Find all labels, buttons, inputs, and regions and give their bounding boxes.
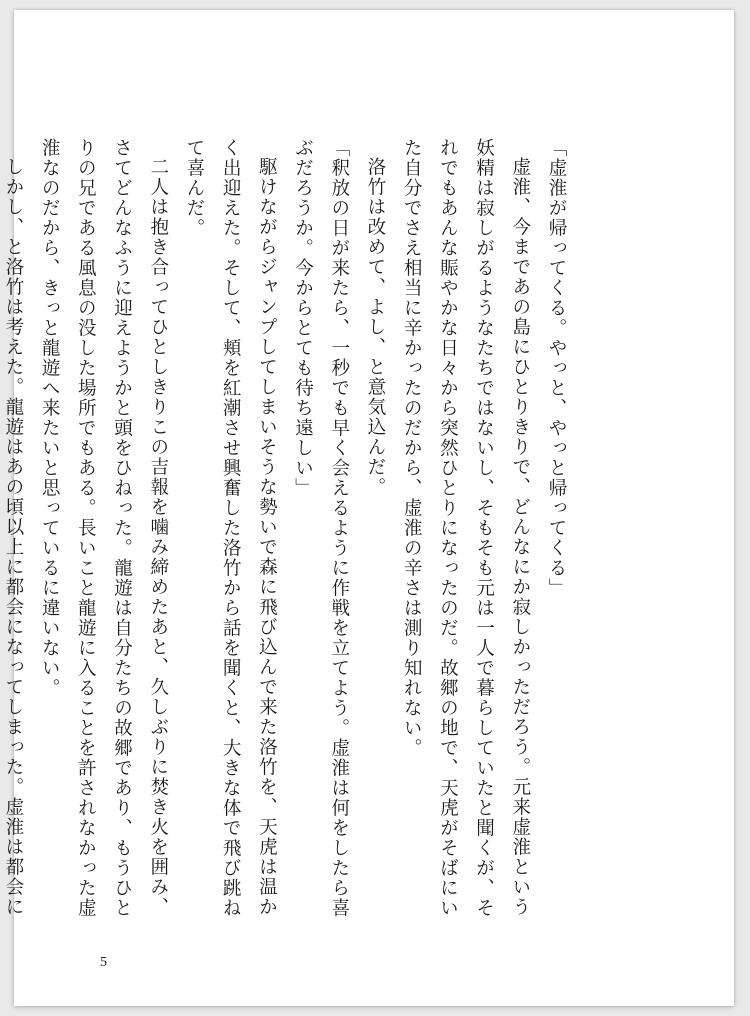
paragraph: しかし、と洛竹は考えた。龍遊はあの頃以上に都会になってしまった。虚淮は都会に (2, 156, 24, 917)
paragraph: 虚淮、今まであの島にひとりきりで、どんなにか寂しかっただろう。元来虚淮という妖精は寂しがるようなたちではないし、そもそも元は一人で暮らしていたと聞くが、それでもあんな賑やかな日々から突然ひとりになったのだ。故郷の地で、天虎がそばにいた自分でさえ相当に辛かったのだから、虚淮の辛さは測り知れない。 (401, 138, 531, 918)
book-page (2, 10, 734, 1006)
paragraph: 「虚淮が帰ってくる。やっと、やっと帰ってくる」 (546, 138, 567, 598)
page-number: 5 (100, 955, 107, 970)
paragraph: 二人は抱き合ってひとしきりこの吉報を噛み締めたあと、久しぶりに焚き火を囲み、さてどんなふうに迎えようかと頭をひねった。龍遊は自分たちの故郷であり、もうひとりの兄である風息の没した場所でもある。長いこと龍遊に入ることを許されなかった虚淮なのだから、きっと龍遊へ来たいと思っているに違いない。 (39, 138, 169, 918)
paragraph: 洛竹は改めて、よし、と意気込んだ。 (364, 156, 386, 497)
paragraph: 「釈放の日が来たら、一秒でも早く会えるように作戦を立てよう。虚淮は何をしたら喜ぶだろうか。今からとても待ち遠しい」 (292, 138, 350, 918)
vertical-text-block (0, 138, 574, 928)
paragraph: 駆けながらジャンプしてしまいそうな勢いで森に飛び込んで来た洛竹を、天虎は温かく出迎えた。そして、頬を紅潮させ興奮した洛竹から話を聞くと、大きな体で飛び跳ねて喜んだ。 (183, 138, 278, 918)
